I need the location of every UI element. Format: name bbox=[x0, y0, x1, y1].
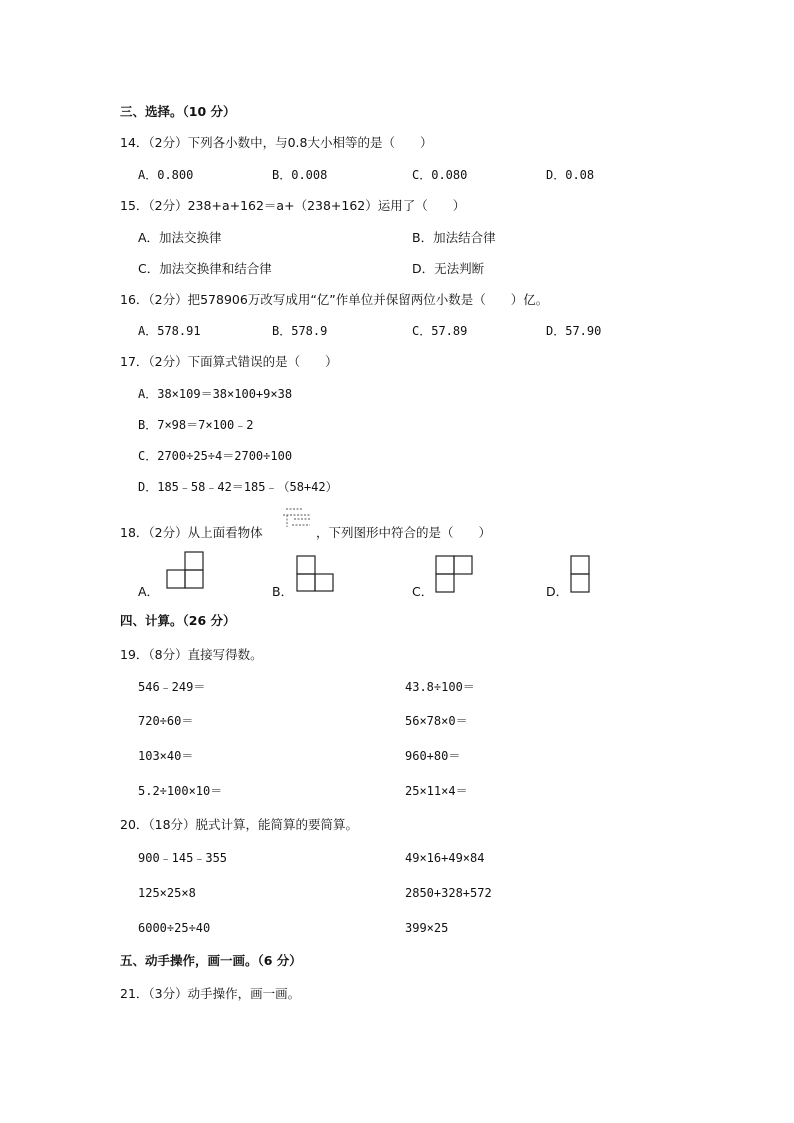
q16-option-d: D．57.90 bbox=[546, 324, 602, 338]
question-15-stem: 15．（2分）238+a+162＝a+（238+162）运用了（ ） bbox=[120, 198, 466, 213]
q18-option-b-figure bbox=[296, 555, 336, 593]
q20-item: 49×16+49×84 bbox=[405, 851, 485, 865]
q18-option-c-label: C． bbox=[412, 584, 434, 599]
section-title-drawing: 五、动手操作，画一画。（6 分） bbox=[120, 953, 302, 968]
q19-item: 5.2÷100×10＝ bbox=[138, 784, 223, 798]
q19-item: 960+80＝ bbox=[405, 749, 461, 763]
q14-option-d: D．0.08 bbox=[546, 168, 595, 182]
q14-option-b: B．0.008 bbox=[272, 168, 328, 182]
q17-option-b: B．7×98＝7×100﹣2 bbox=[138, 418, 254, 432]
q14-option-a: A．0.800 bbox=[138, 168, 194, 182]
question-17-stem: 17．（2分）下面算式错误的是（ ） bbox=[120, 354, 338, 369]
q20-item: 6000÷25÷40 bbox=[138, 921, 211, 935]
q17-option-c: C．2700÷25÷4＝2700÷100 bbox=[138, 449, 293, 463]
q20-item: 399×25 bbox=[405, 921, 449, 935]
question-21-stem: 21．（3分）动手操作，画一画。 bbox=[120, 986, 301, 1001]
q18-option-d-figure bbox=[570, 555, 592, 595]
q18-option-c-figure bbox=[435, 555, 475, 595]
q15-option-d: D．无法判断 bbox=[412, 261, 485, 276]
q19-item: 25×11×4＝ bbox=[405, 784, 468, 798]
q20-item: 125×25×8 bbox=[138, 886, 196, 900]
q17-option-d: D．185﹣58﹣42＝185﹣（58+42） bbox=[138, 480, 338, 494]
q16-option-c: C．57.89 bbox=[412, 324, 468, 338]
section-title-calculation: 四、计算。（26 分） bbox=[120, 613, 236, 628]
q19-item: 56×78×0＝ bbox=[405, 714, 468, 728]
q20-item: 900﹣145﹣355 bbox=[138, 851, 228, 865]
q18-option-a-figure bbox=[166, 551, 206, 591]
q14-option-c: C．0.080 bbox=[412, 168, 468, 182]
q19-item: 546﹣249＝ bbox=[138, 680, 206, 694]
q18-option-d-label: D． bbox=[546, 584, 569, 599]
q19-item: 43.8÷100＝ bbox=[405, 680, 475, 694]
question-16-stem: 16．（2分）把578906万改写成用“亿”作单位并保留两位小数是（ ）亿。 bbox=[120, 292, 549, 307]
q15-option-b: B．加法结合律 bbox=[412, 230, 496, 245]
q15-option-a: A．加法交换律 bbox=[138, 230, 222, 245]
q16-option-a: A．578.91 bbox=[138, 324, 201, 338]
question-19-stem: 19．（8分）直接写得数。 bbox=[120, 647, 263, 662]
q19-item: 720÷60＝ bbox=[138, 714, 194, 728]
question-18-stem-before: 18．（2分）从上面看物体 bbox=[120, 525, 263, 540]
q18-option-b-label: B． bbox=[272, 584, 294, 599]
section-title-choice: 三、选择。（10 分） bbox=[120, 104, 236, 119]
question-18-stem-after: ，下列图形中符合的是（ ） bbox=[316, 525, 492, 540]
q17-option-a: A．38×109＝38×100+9×38 bbox=[138, 387, 293, 401]
q20-item: 2850+328+572 bbox=[405, 886, 492, 900]
q16-option-b: B．578.9 bbox=[272, 324, 328, 338]
object-3d-figure bbox=[280, 505, 316, 531]
q15-option-c: C．加法交换律和结合律 bbox=[138, 261, 272, 276]
question-20-stem: 20．（18分）脱式计算，能简算的要简算。 bbox=[120, 817, 359, 832]
q19-item: 103×40＝ bbox=[138, 749, 194, 763]
q18-option-a-label: A． bbox=[138, 584, 160, 599]
question-14-stem: 14．（2分）下列各小数中，与0.8大小相等的是（ ） bbox=[120, 135, 433, 150]
